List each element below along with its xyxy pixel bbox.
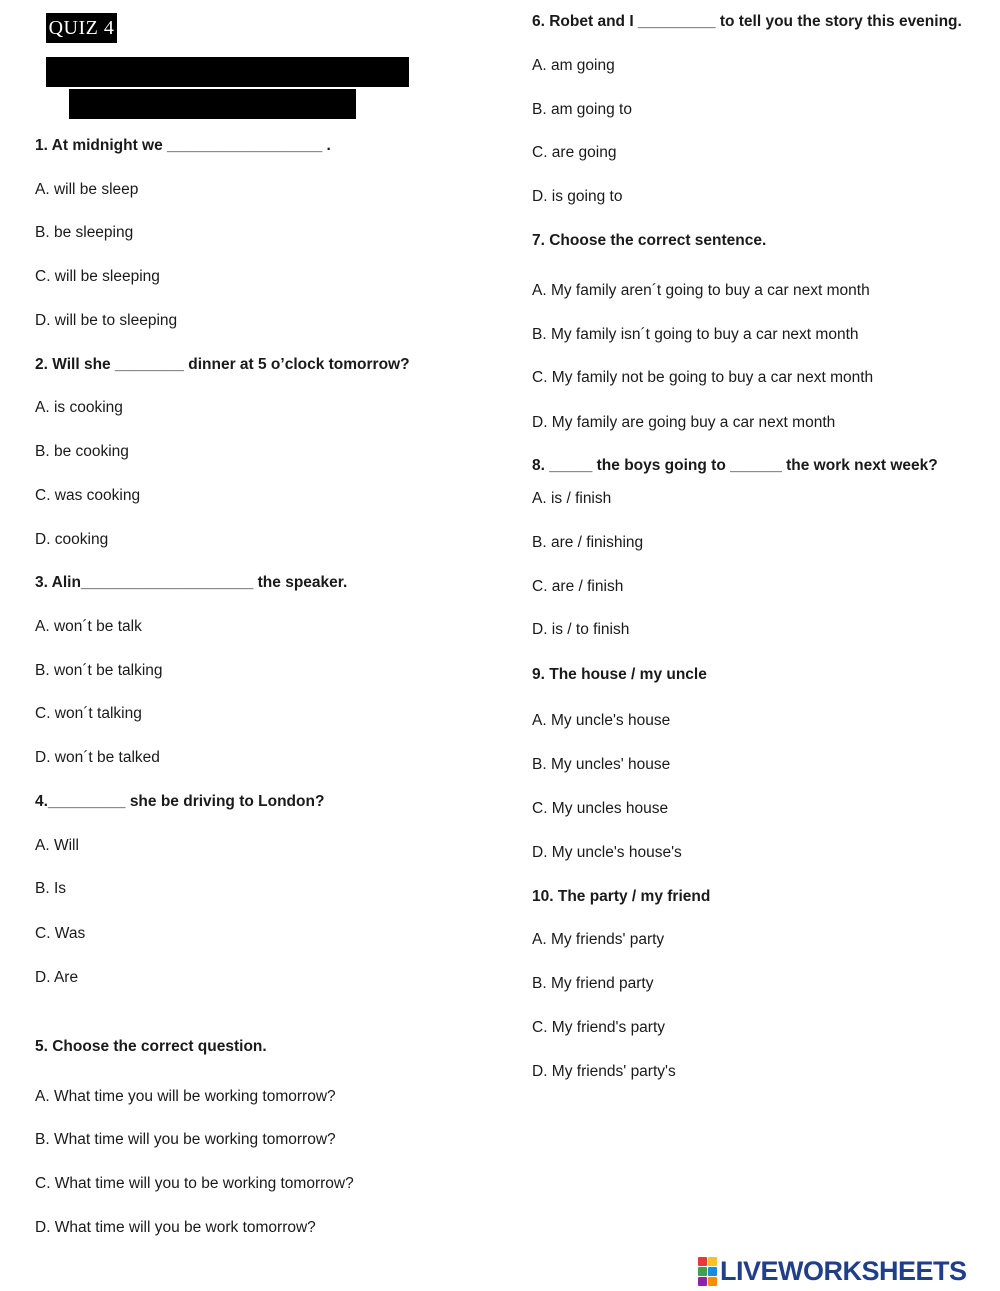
q4-option-b[interactable]: B. Is <box>35 880 67 897</box>
q3-option-a[interactable]: A. won´t be talk <box>35 618 142 635</box>
q2-option-a[interactable]: A. is cooking <box>35 399 123 416</box>
q3-option-b[interactable]: B. won´t be talking <box>35 662 163 679</box>
q5-option-b[interactable]: B. What time will you be working tomorrow? <box>35 1131 336 1148</box>
q1-option-a[interactable]: A. will be sleep <box>35 181 139 198</box>
quiz-title: QUIZ 4 <box>46 13 117 43</box>
question-2: 2. Will she ________ dinner at 5 o’clock tomorrow? <box>35 356 410 373</box>
q4-option-a[interactable]: A. Will <box>35 837 79 854</box>
q8-option-b[interactable]: B. are / finishing <box>532 534 644 551</box>
question-5: 5. Choose the correct question. <box>35 1038 267 1055</box>
question-4: 4._________ she be driving to London? <box>35 793 325 810</box>
question-6: 6. Robet and I _________ to tell you the story this evening. <box>532 13 962 30</box>
q8-option-c[interactable]: C. are / finish <box>532 578 624 595</box>
redacted-block-2 <box>69 89 356 119</box>
q3-option-d[interactable]: D. won´t be talked <box>35 749 160 766</box>
q9-option-b[interactable]: B. My uncles' house <box>532 756 671 773</box>
logo-blocks-icon <box>698 1257 717 1286</box>
liveworksheets-logo <box>698 1256 967 1286</box>
q7-option-d[interactable]: D. My family are going buy a car next month <box>532 414 836 431</box>
q2-option-c[interactable]: C. was cooking <box>35 487 141 504</box>
question-7: 7. Choose the correct sentence. <box>532 232 767 249</box>
logo-block <box>708 1257 717 1266</box>
q1-option-b[interactable]: B. be sleeping <box>35 224 134 241</box>
q8-option-a[interactable]: A. is / finish <box>532 490 612 507</box>
redacted-block-1 <box>46 57 409 87</box>
q5-option-a[interactable]: A. What time you will be working tomorrow? <box>35 1088 336 1105</box>
question-1: 1. At midnight we __________________ . <box>35 137 331 154</box>
logo-block <box>708 1277 717 1286</box>
question-8: 8. _____ the boys going to ______ the work next week? <box>532 457 938 474</box>
q7-option-c[interactable]: C. My family not be going to buy a car next month <box>532 369 874 386</box>
logo-text: LIVEWORKSHEETS <box>720 1256 967 1286</box>
q9-option-a[interactable]: A. My uncle's house <box>532 712 671 729</box>
q3-option-c[interactable]: C. won´t talking <box>35 705 142 722</box>
logo-block <box>698 1277 707 1286</box>
q1-option-d[interactable]: D. will be to sleeping <box>35 312 178 329</box>
question-9: 9. The house / my uncle <box>532 666 707 683</box>
q10-option-a[interactable]: A. My friends' party <box>532 931 665 948</box>
q5-option-c[interactable]: C. What time will you to be working tomorrow? <box>35 1175 354 1192</box>
q5-option-d[interactable]: D. What time will you be work tomorrow? <box>35 1219 316 1236</box>
q6-option-d[interactable]: D. is going to <box>532 188 623 205</box>
q10-option-b[interactable]: B. My friend party <box>532 975 654 992</box>
q6-option-c[interactable]: C. are going <box>532 144 617 161</box>
q4-option-c[interactable]: C. Was <box>35 925 86 942</box>
q6-option-a[interactable]: A. am going <box>532 57 615 74</box>
q6-option-b[interactable]: B. am going to <box>532 101 632 118</box>
q10-option-d[interactable]: D. My friends' party's <box>532 1063 676 1080</box>
q2-option-d[interactable]: D. cooking <box>35 531 109 548</box>
logo-block <box>698 1257 707 1266</box>
logo-block <box>708 1267 717 1276</box>
q2-option-b[interactable]: B. be cooking <box>35 443 129 460</box>
q10-option-c[interactable]: C. My friend's party <box>532 1019 666 1036</box>
question-10: 10. The party / my friend <box>532 888 711 905</box>
q1-option-c[interactable]: C. will be sleeping <box>35 268 160 285</box>
logo-block <box>698 1267 707 1276</box>
q9-option-c[interactable]: C. My uncles house <box>532 800 669 817</box>
q8-option-d[interactable]: D. is / to finish <box>532 621 630 638</box>
q4-option-d[interactable]: D. Are <box>35 969 79 986</box>
q9-option-d[interactable]: D. My uncle's house's <box>532 844 682 861</box>
question-3: 3. Alin____________________ the speaker. <box>35 574 348 591</box>
q7-option-b[interactable]: B. My family isn´t going to buy a car next month <box>532 326 859 343</box>
q7-option-a[interactable]: A. My family aren´t going to buy a car next month <box>532 282 870 299</box>
